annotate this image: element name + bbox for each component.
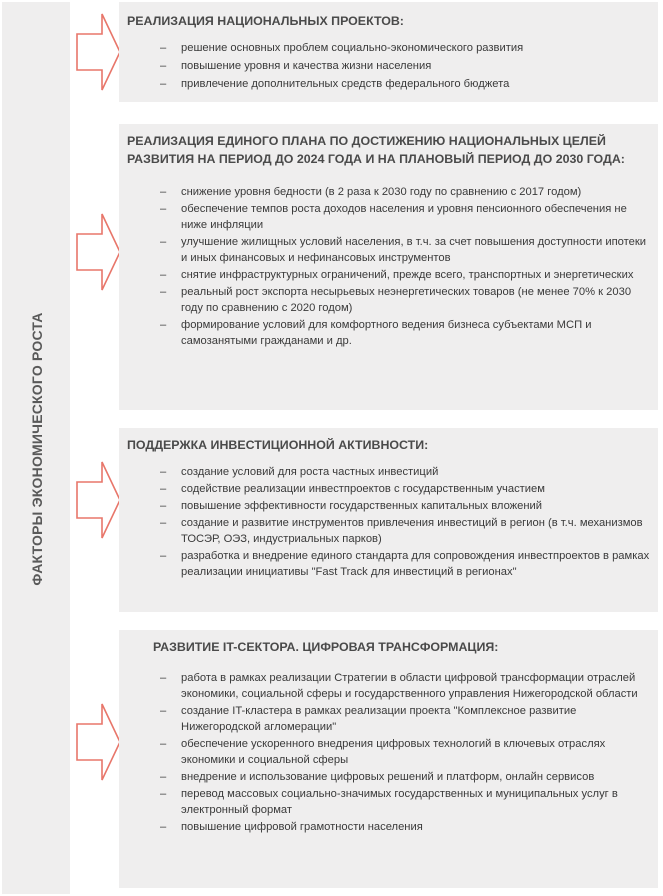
- arrow-right-icon: [76, 12, 122, 92]
- section-list: [127, 670, 650, 835]
- list-item: – внедрение и использование цифровых решений и платформ, онлайн сервисов: [127, 769, 650, 785]
- list-item: – привлечение дополнительных средств федерального бюджета: [127, 76, 650, 92]
- list-item: – повышение уровня и качества жизни населения: [127, 58, 650, 74]
- arrow-right-icon: [76, 460, 122, 540]
- section-title: ПОДДЕРЖКА ИНВЕСТИЦИОННОЙ АКТИВНОСТИ:: [127, 438, 429, 452]
- section-unified-plan: [119, 124, 658, 410]
- section-it-sector: [119, 630, 658, 888]
- list-item: – улучшение жилищных условий населения, в т.ч. за счет повышения доступности ипотеки и иных финансовых и нефинансовых инструментов: [127, 234, 652, 266]
- list-item: – реальный рост экспорта несырьевых неэнергетических товаров (не менее 70% к 2030 году по сравнению с 2020 годом): [127, 284, 652, 316]
- list-item: – создание условий для роста частных инвестиций: [127, 464, 650, 480]
- arrow-right-icon: [76, 212, 122, 292]
- list-item: – повышение цифровой грамотности населения: [127, 819, 650, 835]
- list-item: – формирование условий для комфортного ведения бизнеса субъектами МСП и самозанятыми гражданами и др.: [127, 317, 652, 349]
- section-title: РЕАЛИЗАЦИЯ НАЦИОНАЛЬНЫХ ПРОЕКТОВ:: [127, 14, 404, 28]
- list-item: – перевод массовых социально-значимых государственных и муниципальных услуг в электронный формат: [127, 786, 650, 818]
- section-list: [127, 40, 650, 92]
- section-investment-support: [119, 428, 658, 612]
- section-list: [127, 464, 650, 580]
- section-list: [127, 184, 652, 349]
- list-item: – снижение уровня бедности (в 2 раза к 2030 году по сравнению с 2017 годом): [127, 184, 652, 200]
- list-item: – разработка и внедрение единого стандарта для сопровождения инвестпроектов в рамках реализации инициативы "Fast Track для инвестиций в регионах": [127, 548, 650, 580]
- section-national-projects: [119, 2, 658, 102]
- list-item: – обеспечение ускоренного внедрения цифровых технологий в ключевых отраслях экономики и социальной сферы: [127, 736, 650, 768]
- list-item: – снятие инфраструктурных ограничений, прежде всего, транспортных и энергетических: [127, 267, 652, 283]
- list-item: – работа в рамках реализации Стратегии в области цифровой трансформации отраслей экономики, социальной сферы и государственного управления Нижегородской области: [127, 670, 650, 702]
- list-item: – решение основных проблем социально-экономического развития: [127, 40, 650, 56]
- list-item: – повышение эффективности государственных капитальных вложений: [127, 498, 650, 514]
- list-item: – создание IT-кластера в рамках реализации проекта "Комплексное развитие Нижегородской агломерации": [127, 703, 650, 735]
- list-item: – обеспечение темпов роста доходов населения и уровня пенсионного обеспечения не ниже инфляции: [127, 201, 652, 233]
- list-item: – содействие реализации инвестпроектов с государственным участием: [127, 481, 650, 497]
- section-title: РЕАЛИЗАЦИЯ ЕДИНОГО ПЛАНА ПО ДОСТИЖЕНИЮ НАЦИОНАЛЬНЫХ ЦЕЛЕЙ РАЗВИТИЯ НА ПЕРИОД ДО 2024 ГОДА И НА ПЛАНОВЫЙ ПЕРИОД ДО 2030 ГОДА:: [127, 134, 625, 166]
- sidebar-label: ФАКТОРЫ ЭКОНОМИЧЕСКОГО РОСТА: [29, 312, 45, 586]
- sidebar-panel: [2, 2, 70, 894]
- list-item: – создание и развитие инструментов привлечения инвестиций в регион (в т.ч. механизмов ТОСЭР, ОЭЗ, индустриальных парков): [127, 515, 650, 547]
- arrow-right-icon: [76, 702, 122, 782]
- section-title: РАЗВИТИЕ IT-СЕКТОРА. ЦИФРОВАЯ ТРАНСФОРМАЦИЯ:: [153, 640, 499, 654]
